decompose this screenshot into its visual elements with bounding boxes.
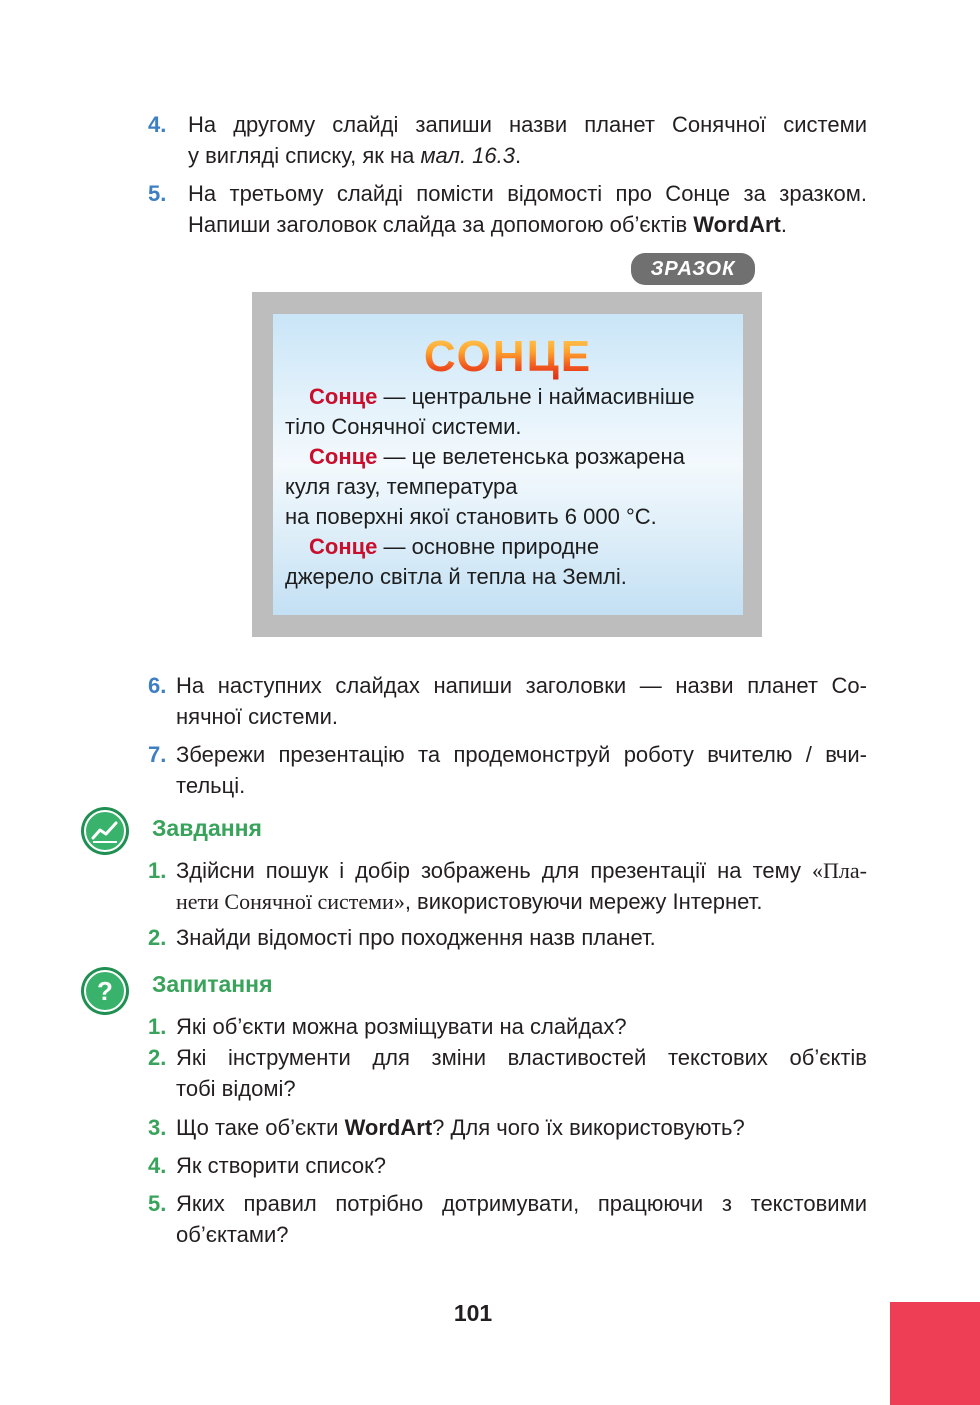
instruction-text: На наступних слайдах напиши заголовки — назви планет Со- bbox=[176, 673, 867, 698]
question-2 bbox=[148, 1042, 867, 1104]
wordart-term: WordArt bbox=[693, 212, 781, 237]
item-number: 4. bbox=[148, 112, 167, 137]
slide-body bbox=[285, 382, 735, 592]
item-number: 1. bbox=[148, 1014, 167, 1039]
item-number: 2. bbox=[148, 1045, 167, 1070]
slide-text: тіло Сонячної системи. bbox=[285, 414, 522, 439]
item-number: 5. bbox=[148, 181, 167, 206]
question-text: Які об’єкти можна розміщувати на слайдах? bbox=[176, 1014, 627, 1039]
question-text: об’єктами? bbox=[176, 1222, 289, 1247]
question-icon bbox=[80, 966, 130, 1016]
item-number: 4. bbox=[148, 1153, 167, 1178]
punctuation: . bbox=[515, 143, 522, 168]
sample-slide-frame bbox=[252, 292, 762, 637]
slide-wordart-title: СОНЦЕ bbox=[273, 332, 743, 382]
question-text: Що таке об’єкти bbox=[176, 1115, 345, 1140]
topic-quote: нети Сонячної системи» bbox=[176, 889, 405, 914]
task-1 bbox=[148, 855, 867, 917]
instruction-5 bbox=[148, 178, 867, 240]
slide-text: куля газу, температура bbox=[285, 474, 518, 499]
question-5 bbox=[148, 1188, 867, 1250]
tasks-heading: Завдання bbox=[152, 815, 262, 841]
instruction-4 bbox=[148, 109, 867, 171]
instruction-text: На другому слайді запиши назви планет Сонячної системи bbox=[188, 112, 867, 137]
term-highlight: Сонце bbox=[309, 384, 378, 409]
page-corner-tab bbox=[890, 1302, 980, 1405]
task-2 bbox=[148, 922, 867, 953]
item-number: 6. bbox=[148, 673, 167, 698]
question-text: Які інструменти для зміни властивостей текстових об’єктів bbox=[176, 1045, 867, 1070]
task-text: , використовуючи мережу Інтернет. bbox=[404, 889, 763, 914]
svg-text:?: ? bbox=[97, 976, 113, 1006]
question-text: тобі відомі? bbox=[176, 1076, 296, 1101]
instruction-text: Напиши заголовок слайда за допомогою об’єктів bbox=[188, 212, 694, 237]
task-text: Знайди відомості про походження назв планет. bbox=[176, 925, 656, 950]
instruction-text: На третьому слайді помісти відомості про Сонце за зразком. bbox=[188, 181, 867, 206]
instruction-text: нячної системи. bbox=[176, 704, 339, 729]
instruction-7 bbox=[148, 739, 867, 801]
item-number: 7. bbox=[148, 742, 167, 767]
sample-slide bbox=[273, 314, 743, 615]
chart-growth-icon bbox=[80, 806, 130, 856]
question-text: ? Для чого їх використовують? bbox=[432, 1115, 745, 1140]
instruction-text: тельці. bbox=[176, 773, 246, 798]
term-highlight: Сонце bbox=[309, 444, 378, 469]
question-1 bbox=[148, 1011, 867, 1042]
slide-text: — основне природне bbox=[377, 534, 600, 559]
questions-heading: Запитання bbox=[152, 971, 273, 997]
slide-text: — центральне і наймасивніше bbox=[377, 384, 695, 409]
page-number: 101 bbox=[453, 1300, 493, 1326]
slide-text: — це велетенська розжарена bbox=[377, 444, 685, 469]
task-text: Здійсни пошук і добір зображень для презентації на тему bbox=[176, 858, 813, 883]
instruction-text: у вигляді списку, як на bbox=[188, 143, 421, 168]
instruction-6 bbox=[148, 670, 867, 732]
punctuation: . bbox=[780, 212, 787, 237]
question-3 bbox=[148, 1112, 867, 1143]
wordart-term: WordArt bbox=[344, 1115, 433, 1140]
question-4 bbox=[148, 1150, 867, 1181]
slide-text: джерело світла й тепла на Землі. bbox=[285, 564, 627, 589]
item-number: 1. bbox=[148, 858, 167, 883]
slide-text: на поверхні якої становить 6 000 °С. bbox=[285, 504, 657, 529]
instruction-text: Збережи презентацію та продемонструй роботу вчителю / вчи- bbox=[176, 742, 867, 767]
term-highlight: Сонце bbox=[309, 534, 378, 559]
item-number: 3. bbox=[148, 1115, 167, 1140]
sample-badge: ЗРАЗОК bbox=[631, 253, 755, 285]
item-number: 5. bbox=[148, 1191, 167, 1216]
figure-reference: мал. 16.3 bbox=[420, 143, 515, 168]
question-text: Як створити список? bbox=[176, 1153, 386, 1178]
topic-quote: «Пла- bbox=[812, 858, 867, 883]
question-text: Яких правил потрібно дотримувати, працюючи з текстовими bbox=[176, 1191, 867, 1216]
item-number: 2. bbox=[148, 925, 167, 950]
